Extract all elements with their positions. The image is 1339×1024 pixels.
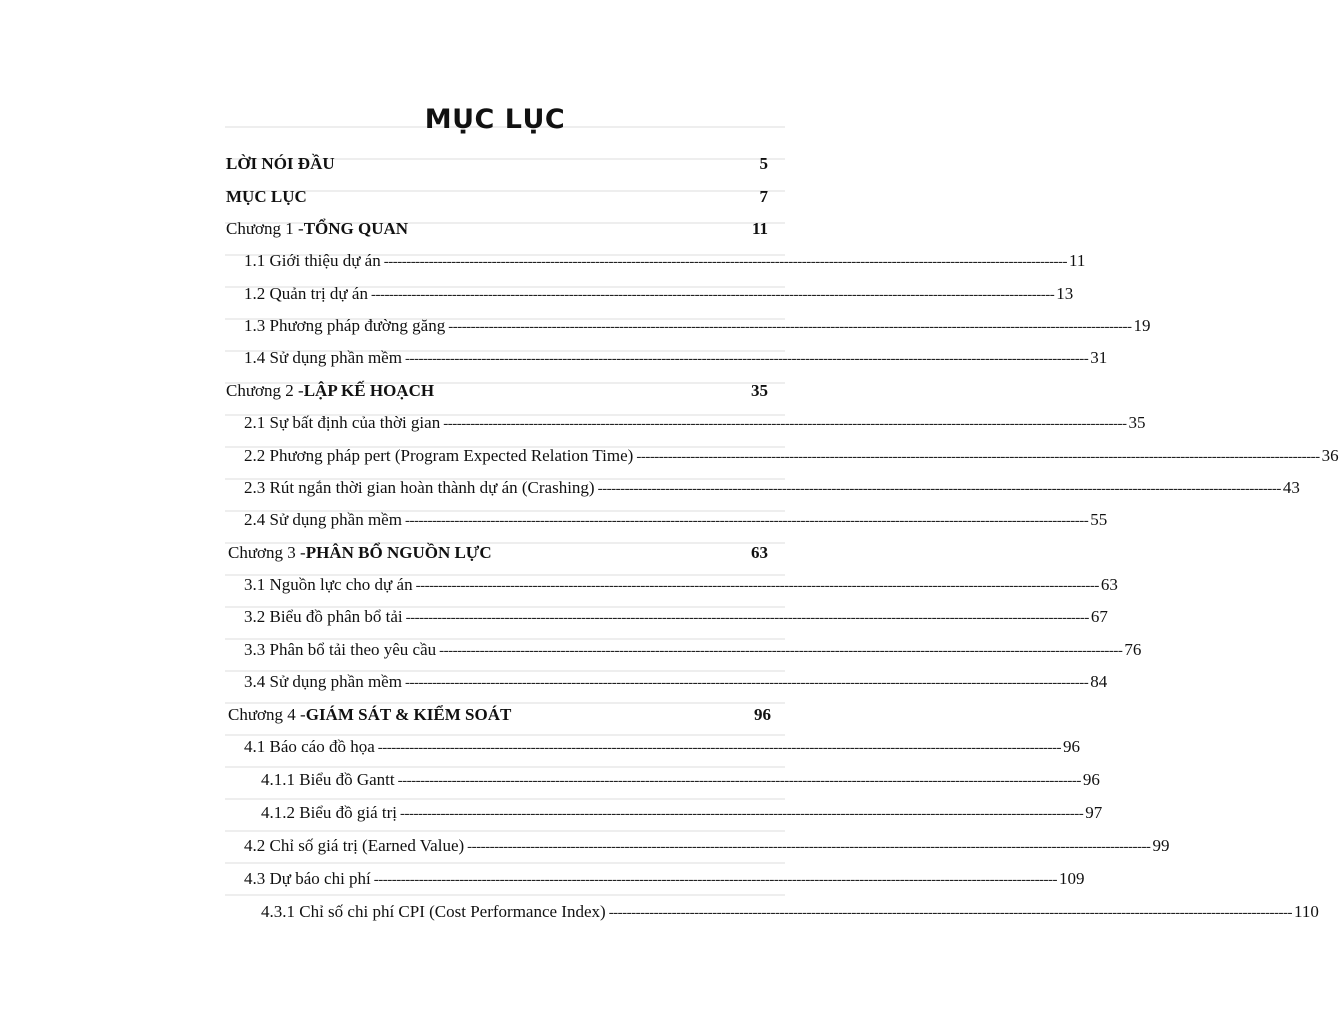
toc-entry-page: 13 xyxy=(1056,284,1074,303)
toc-entry-page: 55 xyxy=(1090,510,1108,529)
dot-leader: -------------------------------------------------------------------------------------------------------------------------------------------------------- xyxy=(404,675,1089,691)
toc-entry-label: 3.2 Biểu đồ phân bổ tải xyxy=(244,607,403,626)
toc-entry-label: 4.1.2 Biểu đồ giá trị xyxy=(261,803,397,822)
toc-entry-label: 1.3 Phương pháp đường găng xyxy=(244,316,446,335)
toc-entry-page: 5 xyxy=(759,154,768,173)
chapter-prefix: Chương 3 - xyxy=(228,543,306,562)
dot-leader: -------------------------------------------------------------------------------------------------------------------------------------------------------- xyxy=(636,449,1320,465)
dot-leader: -------------------------------------------------------------------------------------------------------------------------------------------------------- xyxy=(448,319,1132,335)
toc-entry-page: 84 xyxy=(1090,672,1108,691)
toc-chapter-1[interactable] xyxy=(226,215,768,243)
toc-section[interactable] xyxy=(244,442,1339,470)
toc-entry-page: 11 xyxy=(751,219,768,238)
toc-entry-page: 76 xyxy=(1124,640,1142,659)
dot-leader: -------------------------------------------------------------------------------------------------------------------------------------------------------- xyxy=(405,610,1089,626)
toc-entry-page: 110 xyxy=(1293,902,1319,921)
toc-entry-contents[interactable] xyxy=(226,183,768,211)
toc-entry-preface[interactable] xyxy=(226,150,768,178)
toc-section[interactable] xyxy=(244,603,1108,631)
chapter-prefix: Chương 4 - xyxy=(228,705,306,724)
toc-entry-label: 3.1 Nguồn lực cho dự án xyxy=(244,575,413,594)
toc-section[interactable] xyxy=(244,636,1142,664)
dot-leader: -------------------------------------------------------------------------------------------------------------------------------------------------------- xyxy=(608,905,1292,921)
toc-entry-page: 96 xyxy=(1082,770,1100,789)
chapter-prefix: Chương 1 - xyxy=(226,219,304,238)
toc-chapter-4[interactable] xyxy=(228,701,771,729)
dot-leader: -------------------------------------------------------------------------------------------------------------------------------------------------------- xyxy=(415,578,1099,594)
toc-entry-page: 97 xyxy=(1085,803,1103,822)
chapter-prefix: Chương 2 - xyxy=(226,381,304,400)
toc-entry-label: 2.2 Phương pháp pert (Program Expected Relation Time) xyxy=(244,446,634,465)
chapter-title: GIÁM SÁT & KIỂM SOÁT xyxy=(305,705,512,724)
toc-entry-label: 4.1.1 Biểu đồ Gantt xyxy=(261,770,395,789)
toc-section[interactable] xyxy=(244,733,1081,761)
toc-entry-page: 36 xyxy=(1321,446,1339,465)
toc-entry-label: 3.4 Sử dụng phần mềm xyxy=(244,672,402,691)
dot-leader: -------------------------------------------------------------------------------------------------------------------------------------------------------- xyxy=(404,351,1089,367)
toc-section[interactable] xyxy=(244,668,1108,696)
toc-entry-page: 31 xyxy=(1090,348,1108,367)
toc-chapter-2[interactable] xyxy=(226,377,768,405)
chapter-title: LẬP KẾ HOẠCH xyxy=(303,381,435,400)
dot-leader: -------------------------------------------------------------------------------------------------------------------------------------------------------- xyxy=(399,806,1084,822)
dot-leader: -------------------------------------------------------------------------------------------------------------------------------------------------------- xyxy=(467,839,1151,855)
toc-entry-label: MỤC LỤC xyxy=(226,187,307,206)
toc-section[interactable] xyxy=(244,247,1086,275)
toc-entry-label: 1.2 Quản trị dự án xyxy=(244,284,368,303)
toc-subsection[interactable] xyxy=(261,766,1100,794)
dot-leader: -------------------------------------------------------------------------------------------------------------------------------------------------------- xyxy=(597,481,1281,497)
toc-entry-label: 1.1 Giới thiệu dự án xyxy=(244,251,381,270)
chapter-title: TỔNG QUAN xyxy=(303,219,409,238)
toc-entry-label: 4.2 Chỉ số giá trị (Earned Value) xyxy=(244,836,465,855)
toc-entry-page: 35 xyxy=(1128,413,1146,432)
dot-leader: -------------------------------------------------------------------------------------------------------------------------------------------------------- xyxy=(439,643,1123,659)
dot-leader: -------------------------------------------------------------------------------------------------------------------------------------------------------- xyxy=(383,254,1067,270)
toc-entry-page: 109 xyxy=(1059,869,1085,888)
chapter-title: PHÂN BỔ NGUỒN LỰC xyxy=(305,543,492,562)
toc-section[interactable] xyxy=(244,280,1074,308)
toc-section[interactable] xyxy=(244,506,1108,534)
toc-entry-page: 96 xyxy=(754,705,771,724)
toc-entry-label: 2.1 Sự bất định của thời gian xyxy=(244,413,441,432)
toc-subsection[interactable] xyxy=(261,799,1103,827)
toc-subsection[interactable] xyxy=(261,898,1319,926)
dot-leader: -------------------------------------------------------------------------------------------------------------------------------------------------------- xyxy=(377,740,1062,756)
toc-entry-label: 4.3.1 Chỉ số chi phí CPI (Cost Performance Index) xyxy=(261,902,606,921)
toc-entry-page: 43 xyxy=(1282,478,1300,497)
toc-entry-label: 4.3 Dự báo chi phí xyxy=(244,869,371,888)
dot-leader: -------------------------------------------------------------------------------------------------------------------------------------------------------- xyxy=(397,773,1081,789)
toc-entry-page: 35 xyxy=(751,381,768,400)
toc-section[interactable] xyxy=(244,571,1118,599)
toc-entry-page: 63 xyxy=(751,543,768,562)
toc-section[interactable] xyxy=(244,344,1108,372)
page-title: MỤC LỤC xyxy=(424,104,566,135)
toc-entry-label: 2.3 Rút ngắn thời gian hoàn thành dự án (Crashing) xyxy=(244,478,595,497)
toc-section[interactable] xyxy=(244,312,1151,340)
toc-section[interactable] xyxy=(244,832,1170,860)
toc-entry-page: 96 xyxy=(1063,737,1081,756)
dot-leader: -------------------------------------------------------------------------------------------------------------------------------------------------------- xyxy=(373,872,1058,888)
toc-entry-label: 1.4 Sử dụng phần mềm xyxy=(244,348,402,367)
toc-entry-label: 3.3 Phân bổ tải theo yêu cầu xyxy=(244,640,437,659)
toc-entry-page: 67 xyxy=(1090,607,1108,626)
toc-chapter-3[interactable] xyxy=(228,539,768,567)
toc-entry-label: LỜI NÓI ĐẦU xyxy=(226,154,335,173)
dot-leader: -------------------------------------------------------------------------------------------------------------------------------------------------------- xyxy=(404,513,1089,529)
toc-entry-page: 99 xyxy=(1152,836,1170,855)
dot-leader: -------------------------------------------------------------------------------------------------------------------------------------------------------- xyxy=(370,287,1055,303)
dot-leader: -------------------------------------------------------------------------------------------------------------------------------------------------------- xyxy=(443,416,1127,432)
toc-entry-page: 11 xyxy=(1068,251,1086,270)
toc-section[interactable] xyxy=(244,409,1146,437)
toc-entry-page: 7 xyxy=(759,187,768,206)
toc-entry-page: 19 xyxy=(1133,316,1151,335)
toc-section[interactable] xyxy=(244,865,1085,893)
toc-entry-label: 2.4 Sử dụng phần mềm xyxy=(244,510,402,529)
toc-entry-page: 63 xyxy=(1100,575,1118,594)
toc-entry-label: 4.1 Báo cáo đồ họa xyxy=(244,737,375,756)
toc-section[interactable] xyxy=(244,474,1300,502)
